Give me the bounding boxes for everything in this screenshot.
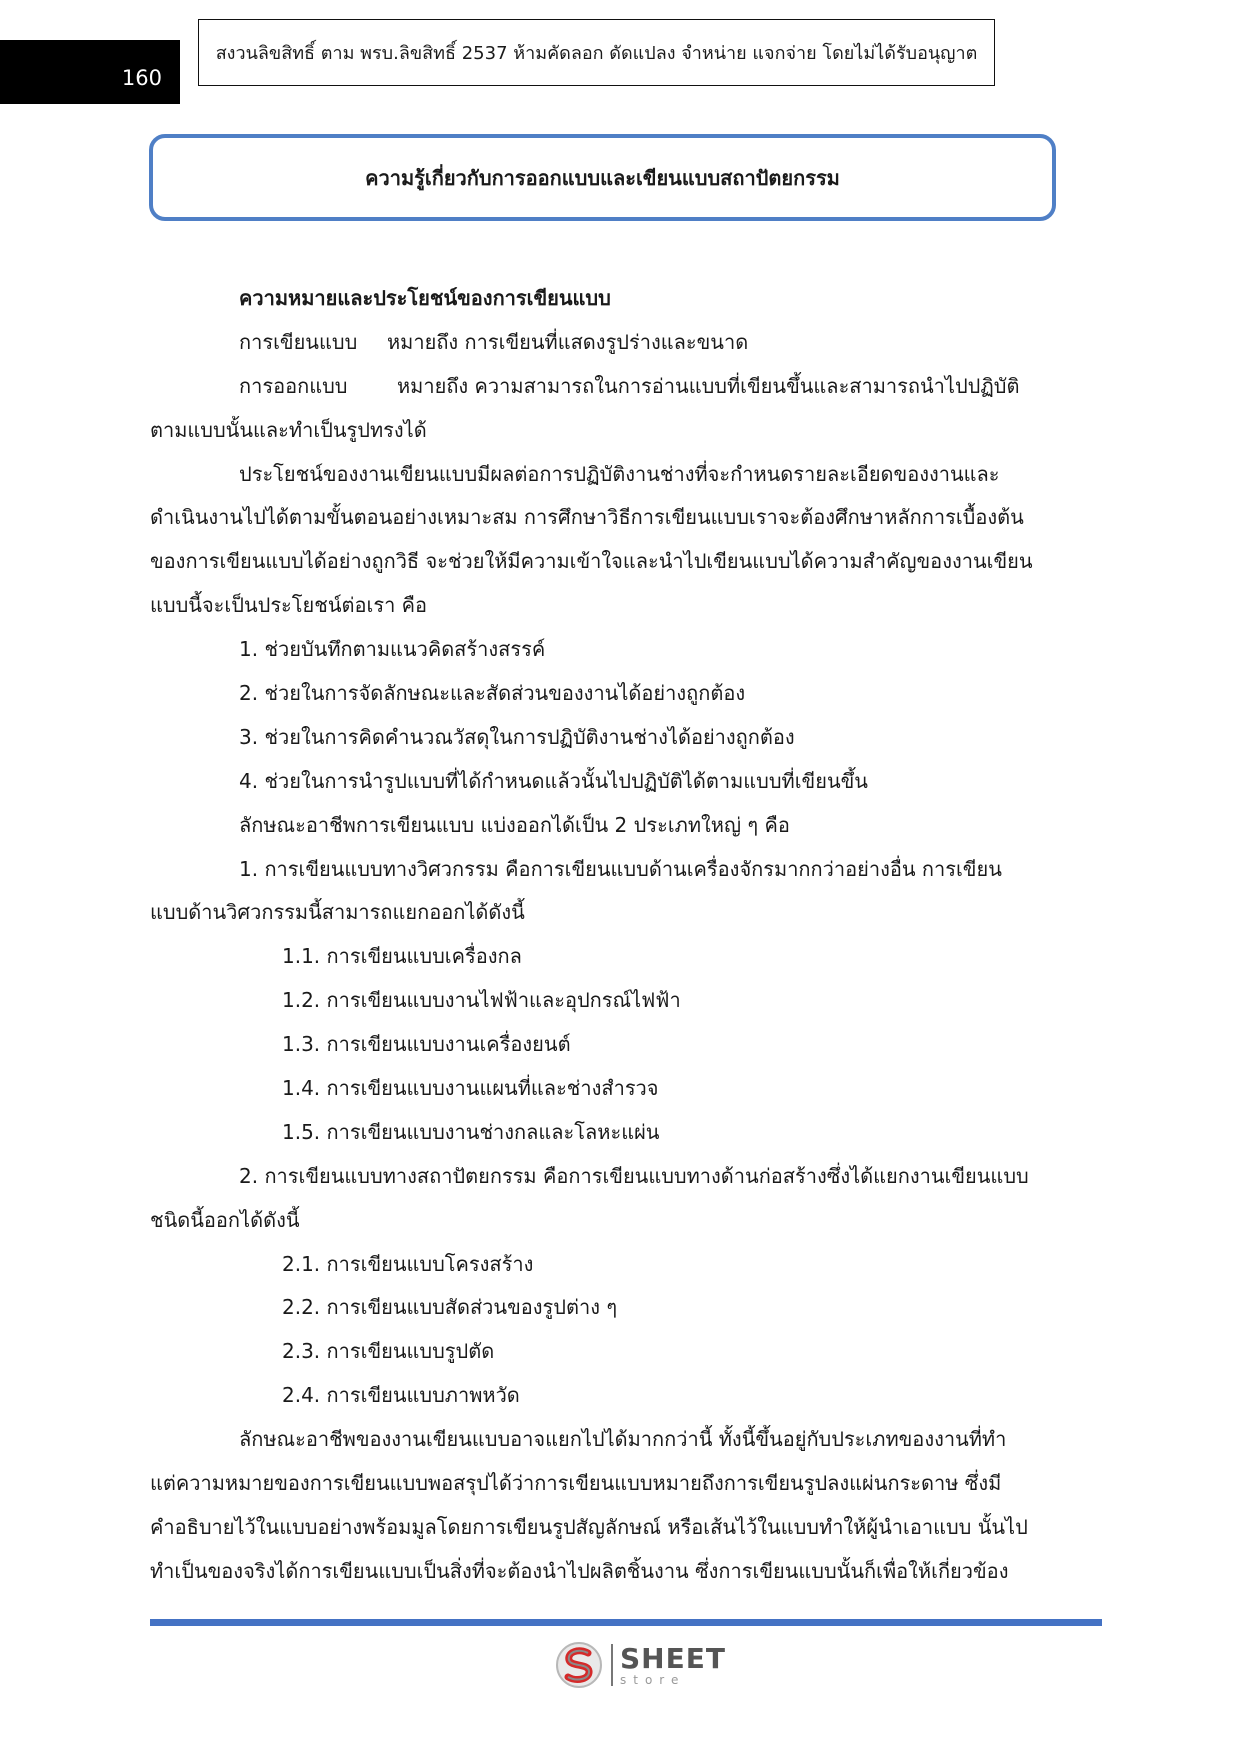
list-item: 4. ช่วยในการนำรูปแบบที่ได้กำหนดแล้วนั้นไปปฏิบัติได้ตามแบบที่เขียนขึ้น [239,768,868,793]
page-number-tab [0,40,180,104]
body-line: ลักษณะอาชีพการเขียนแบบ แบ่งออกได้เป็น 2 ประเภทใหญ่ ๆ คือ [239,812,790,837]
document-body [150,277,1050,1594]
body-line: แบบนี้จะเป็นประโยชน์ต่อเรา คือ [150,593,428,618]
page-number: 160 [121,66,162,90]
definition-meaning: หมายถึง ความสามารถในการอ่านแบบที่เขียนขึ้นและสามารถนำไปปฏิบัติ [397,373,1020,398]
list-item: 1.2. การเขียนแบบงานไฟฟ้าและอุปกรณ์ไฟฟ้า [282,988,681,1013]
body-line: คำอธิบายไว้ในแบบอย่างพร้อมมูลโดยการเขียนรูปสัญลักษณ์ หรือเส้นไว้ในแบบทำให้ผู้นำเอาแบบ นั้นไป [150,1514,1028,1539]
body-line: แต่ความหมายของการเขียนแบบพอสรุปได้ว่าการเขียนแบบหมายถึงการเขียนรูปลงแผ่นกระดาษ ซึ่งมี [150,1471,1002,1496]
body-line: ตามแบบนั้นและทำเป็นรูปทรงได้ [150,417,427,442]
list-item: 2. ช่วยในการจัดลักษณะและสัดส่วนของงานได้อย่างถูกต้อง [239,681,746,706]
body-line: ลักษณะอาชีพของงานเขียนแบบอาจแยกไปได้มากกว่านี้ ทั้งนี้ขึ้นอยู่กับประเภทของงานที่ทำ [239,1427,1007,1452]
list-item: 1. ช่วยบันทึกตามแนวคิดสร้างสรรค์ [239,637,546,662]
list-item: 2.4. การเขียนแบบภาพหวัด [282,1383,520,1408]
logo-wordmark: SHEET [620,1641,726,1675]
sheet-store-logo [554,1637,726,1693]
definition-term: การเขียนแบบ [239,329,358,354]
list-item: 2.1. การเขียนแบบโครงสร้าง [282,1251,534,1276]
definition-drawing [150,321,1050,365]
definition-design [150,365,1050,409]
list-item: 2.3. การเขียนแบบรูปตัด [282,1339,495,1364]
chapter-title-box [149,134,1056,221]
body-line: 1. การเขียนแบบทางวิศวกรรม คือการเขียนแบบด้านเครื่องจักรมากกว่าอย่างอื่น การเขียน [239,856,1002,881]
definition-term: การออกแบบ [239,373,348,398]
list-item: 1.3. การเขียนแบบงานเครื่องยนต์ [282,1032,571,1057]
sheet-store-logo-icon [554,1640,604,1690]
list-item: 2.2. การเขียนแบบสัดส่วนของรูปต่าง ๆ [282,1295,618,1320]
logo-separator [611,1644,613,1686]
copyright-text: สงวนลิขสิทธิ์ ตาม พรบ.ลิขสิทธิ์ 2537 ห้ามคัดลอก ดัดแปลง จำหน่าย แจกจ่าย โดยไม่ได้รับอนุญาต [215,43,978,64]
section-heading: ความหมายและประโยชน์ของการเขียนแบบ [239,286,611,310]
body-line: แบบด้านวิศวกรรมนี้สามารถแยกออกได้ดังนี้ [150,900,525,925]
body-line: ของการเขียนแบบได้อย่างถูกวิธี จะช่วยให้มีความเข้าใจและนำไปเขียนแบบได้ความสำคัญของงานเขียน [150,549,1033,574]
list-item: 1.5. การเขียนแบบงานช่างกลและโลหะแผ่น [282,1119,660,1144]
footer-rule [150,1619,1102,1626]
definition-meaning: หมายถึง การเขียนที่แสดงรูปร่างและขนาด [387,329,749,354]
logo-subtitle: store [620,1672,686,1687]
body-line: 2. การเขียนแบบทางสถาปัตยกรรม คือการเขียนแบบทางด้านก่อสร้างซึ่งได้แยกงานเขียนแบบ [239,1163,1029,1188]
list-item: 1.4. การเขียนแบบงานแผนที่และช่างสำรวจ [282,1076,659,1101]
body-line: ดำเนินงานไปได้ตามขั้นตอนอย่างเหมาะสม การศึกษาวิธีการเขียนแบบเราจะต้องศึกษาหลักการเบื้องต้น [150,505,1024,530]
list-item: 1.1. การเขียนแบบเครื่องกล [282,944,522,969]
body-line: ชนิดนี้ออกได้ดังนี้ [150,1207,300,1232]
copyright-notice-box [198,19,995,86]
list-item: 3. ช่วยในการคิดคำนวณวัสดุในการปฏิบัติงานช่างได้อย่างถูกต้อง [239,724,795,749]
chapter-title: ความรู้เกี่ยวกับการออกแบบและเขียนแบบสถาปัตยกรรม [365,165,840,190]
body-line: ทำเป็นของจริงได้การเขียนแบบเป็นสิ่งที่จะต้องนำไปผลิตชิ้นงาน ซึ่งการเขียนแบบนั้นก็เพื่อให้เกี่ยวข้อง [150,1558,1009,1583]
body-line: ประโยชน์ของงานเขียนแบบมีผลต่อการปฏิบัติงานช่างที่จะกำหนดรายละเอียดของงานและ [239,461,1000,486]
